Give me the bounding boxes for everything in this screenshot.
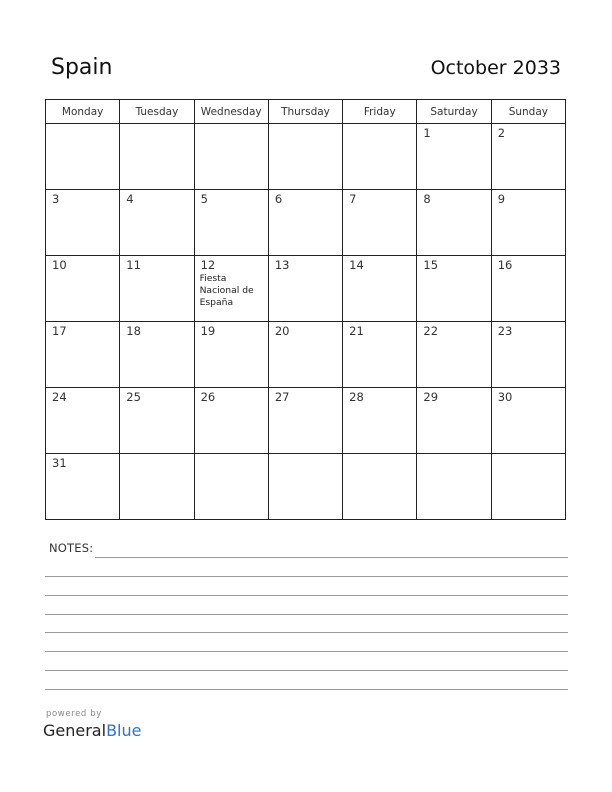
day-number: 23	[497, 324, 513, 338]
day-number	[492, 454, 565, 457]
day-number: 2	[497, 126, 506, 140]
day-number: 9	[497, 192, 506, 206]
day-number	[195, 454, 268, 457]
calendar-day-cell	[46, 388, 120, 454]
weekday-header-row	[46, 100, 566, 124]
notes-line	[45, 614, 568, 615]
notes-label: NOTES:	[49, 541, 94, 555]
notes-line	[45, 595, 568, 596]
day-number: 10	[52, 258, 67, 272]
calendar-day-cell	[268, 388, 342, 454]
calendar-day-cell	[417, 190, 491, 256]
calendar-day-cell	[46, 454, 120, 520]
weekday-header: Thursday	[268, 100, 342, 124]
day-number: 31	[52, 456, 67, 470]
calendar-day-cell	[491, 256, 565, 322]
weekday-header: Saturday	[417, 100, 491, 124]
calendar-month-title: October 2033	[430, 57, 561, 79]
brand-blue-text: Blue	[106, 721, 142, 740]
day-number: 21	[349, 324, 364, 338]
day-number: 24	[52, 390, 67, 404]
weekday-header: Tuesday	[120, 100, 194, 124]
calendar-day-cell	[343, 124, 417, 190]
weekday-header: Sunday	[491, 100, 565, 124]
calendar-day-cell	[120, 454, 194, 520]
day-number	[343, 124, 416, 127]
day-number: 14	[349, 258, 364, 272]
weekday-header: Wednesday	[194, 100, 268, 124]
day-number: 5	[200, 192, 208, 206]
day-number: 28	[349, 390, 364, 404]
day-number	[269, 124, 342, 127]
generalblue-logo[interactable]	[43, 721, 141, 740]
calendar-day-cell	[194, 124, 268, 190]
calendar-day-cell	[417, 322, 491, 388]
calendar-day-cell	[194, 322, 268, 388]
calendar-day-cell	[120, 322, 194, 388]
day-number: 30	[497, 390, 513, 404]
calendar-day-cell	[46, 322, 120, 388]
day-number: 1	[423, 126, 431, 140]
notes-line	[95, 557, 568, 558]
day-number: 7	[349, 192, 357, 206]
calendar-week-row	[46, 388, 566, 454]
calendar-day-cell	[194, 388, 268, 454]
brand-general-text: General	[43, 721, 107, 740]
calendar-day-cell	[194, 256, 268, 322]
day-number	[343, 454, 416, 457]
day-number: 11	[126, 258, 141, 272]
calendar-day-cell	[491, 388, 565, 454]
calendar-day-cell	[268, 454, 342, 520]
day-number: 6	[274, 192, 283, 206]
calendar-day-cell	[268, 256, 342, 322]
day-number	[417, 454, 490, 457]
notes-line	[45, 632, 568, 633]
holiday-label: Fiesta Nacional de España	[199, 273, 254, 308]
day-number: 22	[423, 324, 439, 338]
day-number: 17	[52, 324, 67, 338]
day-number: 26	[200, 390, 216, 404]
weekday-header: Friday	[343, 100, 417, 124]
calendar-day-cell	[417, 454, 491, 520]
day-number	[120, 124, 193, 127]
day-number	[120, 454, 193, 457]
calendar-day-cell	[491, 454, 565, 520]
calendar-week-row	[46, 124, 566, 190]
calendar-day-cell	[343, 454, 417, 520]
notes-line	[45, 670, 568, 671]
calendar-day-cell	[120, 124, 194, 190]
day-number: 19	[200, 324, 216, 338]
calendar-day-cell	[417, 388, 491, 454]
day-number: 3	[52, 192, 60, 206]
calendar-day-cell	[268, 322, 342, 388]
calendar-day-cell	[491, 322, 565, 388]
calendar-day-cell	[491, 190, 565, 256]
calendar-day-cell	[194, 190, 268, 256]
calendar-day-cell	[491, 124, 565, 190]
calendar-day-cell	[268, 190, 342, 256]
notes-line	[45, 576, 568, 577]
day-number	[195, 124, 268, 127]
calendar-day-cell	[46, 256, 120, 322]
day-number	[269, 454, 342, 457]
calendar-day-cell	[46, 190, 120, 256]
calendar-day-cell	[417, 256, 491, 322]
calendar-day-cell	[46, 124, 120, 190]
day-number: 4	[126, 192, 134, 206]
day-number	[46, 124, 119, 127]
calendar-week-row	[46, 190, 566, 256]
month-calendar-grid	[45, 99, 566, 520]
notes-line	[45, 651, 568, 652]
calendar-day-cell	[268, 124, 342, 190]
calendar-weeks	[46, 124, 566, 520]
calendar-day-cell	[343, 388, 417, 454]
day-number: 15	[423, 258, 439, 272]
calendar-day-cell	[120, 388, 194, 454]
powered-by-label: powered by	[46, 709, 102, 719]
day-number: 8	[423, 192, 431, 206]
calendar-country-title: Spain	[51, 55, 113, 80]
calendar-week-row	[46, 454, 566, 520]
calendar-week-row	[46, 322, 566, 388]
day-number: 13	[274, 258, 290, 272]
day-number: 12	[200, 258, 216, 272]
weekday-header: Monday	[46, 100, 120, 124]
calendar-day-cell	[194, 454, 268, 520]
day-number: 20	[274, 324, 290, 338]
calendar-day-cell	[343, 256, 417, 322]
day-number: 16	[497, 258, 513, 272]
day-number: 25	[126, 390, 141, 404]
calendar-day-cell	[343, 322, 417, 388]
day-number: 27	[274, 390, 290, 404]
notes-line	[45, 689, 568, 690]
calendar-week-row	[46, 256, 566, 322]
calendar-day-cell	[343, 190, 417, 256]
calendar-day-cell	[417, 124, 491, 190]
calendar-day-cell	[120, 256, 194, 322]
day-number: 18	[126, 324, 141, 338]
calendar-day-cell	[120, 190, 194, 256]
day-number: 29	[423, 390, 439, 404]
